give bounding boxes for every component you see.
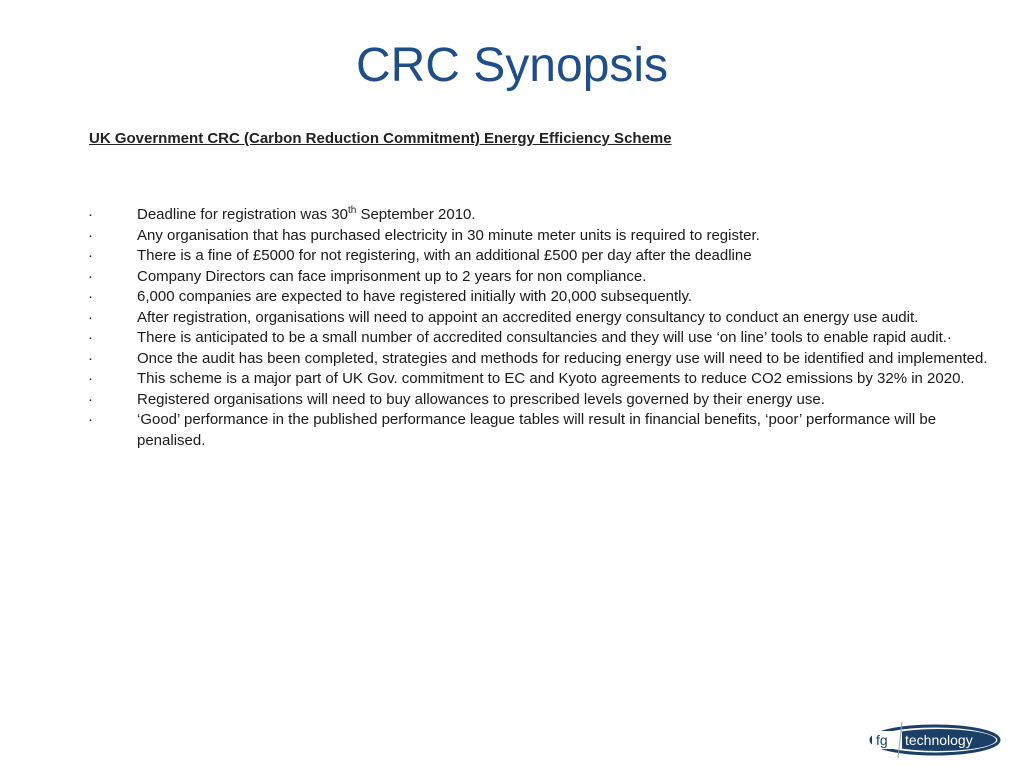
bullet-text-continued: September 2010. (356, 206, 476, 223)
bullet-marker: · (88, 390, 93, 408)
bullet-list (88, 205, 988, 451)
slide-title: CRC Synopsis (355, 39, 669, 92)
bullet-text: Once the audit has been completed, strategies and methods for reducing energy use will need to be identified and implemented. (137, 349, 988, 367)
bullet-item (88, 226, 988, 247)
bullet-text: Deadline for registration was 30 (137, 206, 348, 223)
bullet-marker: · (88, 329, 93, 346)
fg-technology-logo (868, 718, 1002, 762)
bullet-text: After registration, organisations will need to appoint an accredited energy consultancy to conduct an energy use audit. (137, 308, 919, 326)
bullet-text: Company Directors can face imprisonment up to 2 years for non compliance. (137, 267, 647, 285)
logo-mark-text: fg (876, 732, 888, 748)
bullet-text: This scheme is a major part of UK Gov. commitment to EC and Kyoto agreements to reduce CO2 emissions by 32% in 2020. (137, 370, 965, 387)
bullet-item (88, 287, 988, 308)
bullet-text: 6,000 companies are expected to have registered initially with 20,000 subsequently. (137, 288, 693, 305)
bullet-item (88, 349, 988, 370)
slide-subtitle: UK Government CRC (Carbon Reduction Commitment) Energy Efficiency Scheme (89, 130, 672, 147)
bullet-item (88, 328, 988, 349)
bullet-item (88, 246, 988, 267)
bullet-marker: · (88, 288, 93, 305)
bullet-item (88, 410, 988, 451)
bullet-text: Any organisation that has purchased electricity in 30 minute meter units is required to register. (137, 226, 760, 244)
bullet-marker: · (88, 308, 93, 326)
bullet-text: There is a fine of £5000 for not registering, with an additional £500 per day after the deadline (137, 247, 752, 264)
bullet-item (88, 369, 988, 390)
bullet-marker: · (88, 206, 93, 223)
bullet-marker: · (88, 370, 93, 387)
bullet-text: ‘Good’ performance in the published performance league tables will result in financial benefits, ‘poor’ performance will be penalised. (137, 411, 937, 449)
logo-wordmark: technology (905, 732, 973, 748)
bullet-item (88, 267, 988, 288)
bullet-superscript: th (347, 205, 357, 216)
bullet-marker: · (88, 349, 93, 367)
bullet-marker: · (88, 247, 93, 264)
bullet-text: Registered organisations will need to buy allowances to prescribed levels governed by their energy use. (137, 390, 825, 408)
bullet-text: There is anticipated to be a small number of accredited consultancies and they will use ‘on line’ tools to enable rapid audit.· (137, 329, 952, 346)
bullet-item (88, 205, 988, 226)
bullet-marker: · (88, 267, 93, 285)
bullet-marker: · (88, 226, 93, 244)
bullet-marker: · (88, 411, 93, 428)
bullet-item (88, 308, 988, 329)
bullet-item (88, 390, 988, 411)
